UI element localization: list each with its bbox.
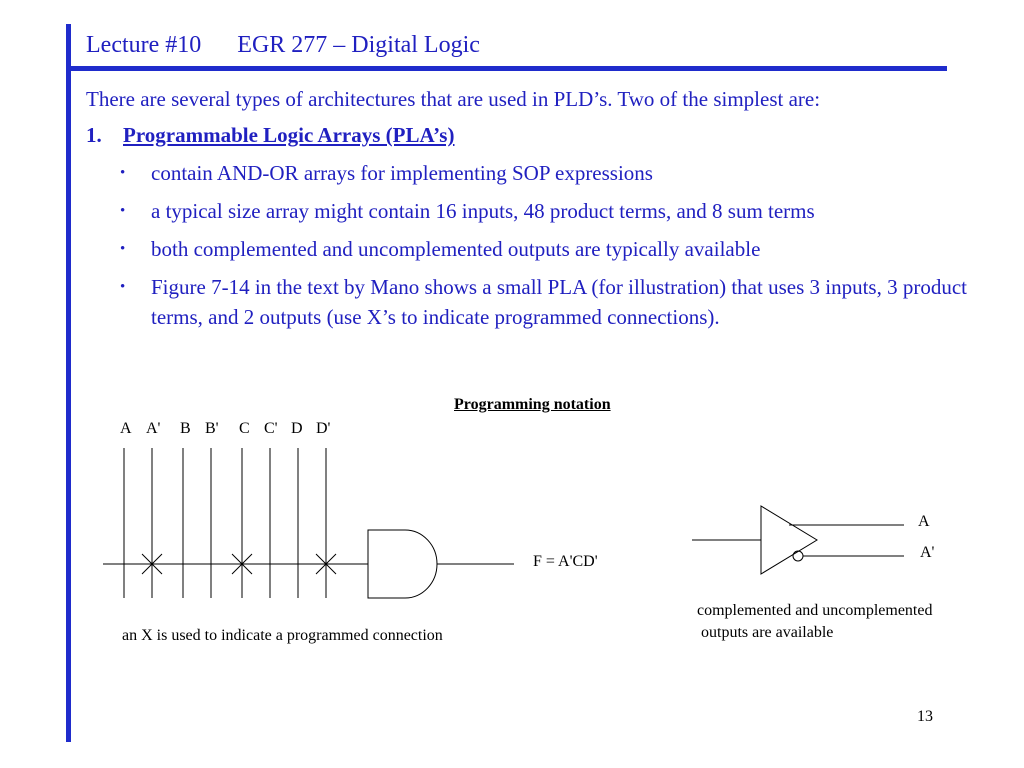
- input-label-c-bar: C': [264, 420, 278, 437]
- x-caption: an X is used to indicate a programmed connection: [122, 627, 443, 644]
- inversion-bubble: [793, 551, 803, 561]
- inverter-output-a: A: [918, 513, 930, 530]
- input-label-a: A: [120, 420, 132, 437]
- input-label-d-bar: D': [316, 420, 331, 437]
- intro-text: There are several types of architectures that are used in PLD’s. Two of the simplest are:: [86, 87, 821, 111]
- bullet-dot: •: [120, 203, 126, 219]
- section-heading-text: Programmable Logic Arrays (PLA’s): [123, 123, 455, 147]
- input-label-b-bar: B': [205, 420, 219, 437]
- page-number: 13: [917, 708, 933, 725]
- section-number: 1.: [86, 123, 102, 147]
- input-label-d: D: [291, 420, 303, 437]
- and-gate: [368, 530, 437, 598]
- buffer-triangle: [761, 506, 817, 574]
- programming-notation-title: Programming notation: [454, 396, 611, 413]
- inverter-caption: complemented and uncomplemented outputs are available: [697, 602, 933, 641]
- bullet-dot: •: [120, 165, 126, 181]
- inverter-output-a-bar: A': [920, 544, 935, 561]
- input-label-a-bar: A': [146, 420, 161, 437]
- bullet-text: Figure 7-14 in the text by Mano shows a small PLA (for illustration) that uses 3 inputs, 3 product terms, and 2 outputs (use X’s to indicate programmed connections).: [151, 275, 967, 329]
- bullet-text: contain AND-OR arrays for implementing SOP expressions: [151, 161, 653, 185]
- input-label-c: C: [239, 420, 250, 437]
- bullet-dot: •: [120, 241, 126, 257]
- bullet-text: a typical size array might contain 16 inputs, 48 product terms, and 8 sum terms: [151, 199, 815, 223]
- bullet-dot: •: [120, 279, 126, 295]
- input-label-b: B: [180, 420, 191, 437]
- slide-title: Lecture #10 EGR 277 – Digital Logic: [86, 32, 480, 58]
- bullet-text: both complemented and uncomplemented outputs are typically available: [151, 237, 761, 261]
- output-expression: F = A'CD': [533, 553, 598, 570]
